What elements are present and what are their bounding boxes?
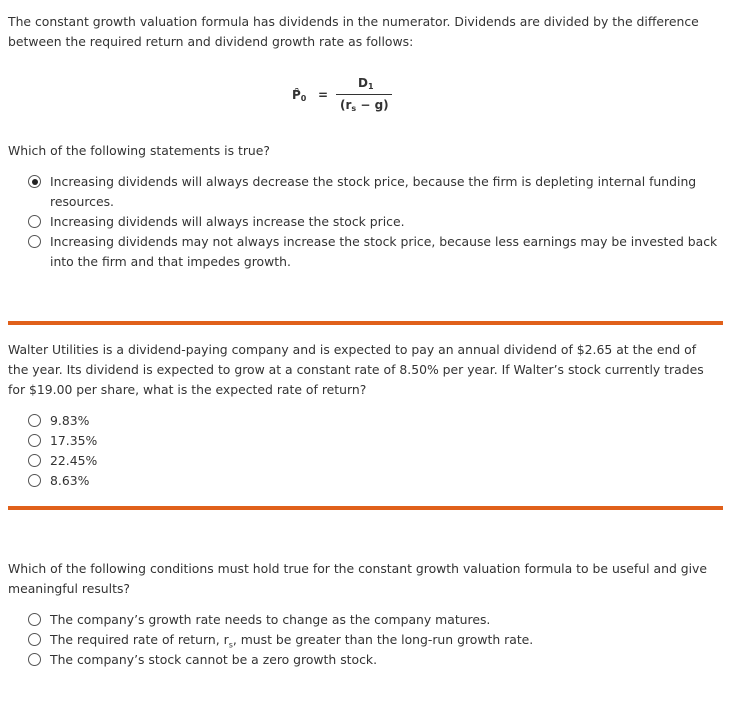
question-3-prompt: Which of the following conditions must hold true for the constant growth valuation formula to be useful and give meaningful results? — [8, 561, 708, 596]
q2-option-4-label: 8.63% — [50, 473, 90, 488]
radio-icon[interactable] — [28, 633, 41, 646]
q1-option-2-label: Increasing dividends will always increase the stock price. — [50, 214, 405, 229]
q2-option-3[interactable] — [28, 451, 728, 471]
q3-option-1[interactable] — [28, 610, 728, 630]
radio-icon[interactable] — [28, 414, 41, 427]
radio-icon[interactable] — [28, 215, 41, 228]
q3-option-1-label: The company’s growth rate needs to change as the company matures. — [50, 612, 491, 627]
q1-option-1-label: Increasing dividends will always decrease the stock price, because the firm is depleting internal funding resources. — [50, 174, 697, 209]
formula-price: $P̂_0$ — [292, 88, 307, 103]
q1-option-3-label: Increasing dividends may not always increase the stock price, because less earnings may be invested back into the firm and that impedes growth. — [50, 234, 718, 269]
q3-option-3[interactable] — [28, 650, 728, 670]
q2-option-1[interactable] — [28, 411, 728, 431]
question-2-prompt: Walter Utilities is a dividend-paying company and is expected to pay an annual dividend of $2.65 at the end of the year. Its dividend is expected to grow at a constant rate of 8.50% per year. If Walter’s stock currently trades for $19.00 per share, what is the expected rate of return? — [8, 342, 704, 397]
radio-icon[interactable] — [28, 434, 41, 447]
intro-text: The constant growth valuation formula has dividends in the numerator. Dividends are divided by the difference between the required return and dividend growth rate as follows: — [8, 14, 699, 49]
q1-option-2[interactable] — [28, 212, 728, 232]
formula-denominator: $(r_s - g)$ — [340, 98, 389, 113]
q3-option-3-label: The company’s stock cannot be a zero growth stock. — [50, 652, 378, 667]
radio-icon[interactable] — [28, 235, 41, 248]
q2-option-4[interactable] — [28, 471, 728, 491]
radio-icon[interactable] — [28, 474, 41, 487]
section-divider — [8, 506, 723, 510]
radio-icon[interactable] — [28, 653, 41, 666]
q2-option-2-label: 17.35% — [50, 433, 98, 448]
q1-option-3[interactable] — [28, 232, 728, 272]
formula-fraction-bar — [336, 94, 392, 95]
radio-selected-icon[interactable] — [28, 175, 41, 188]
question-1-prompt: Which of the following statements is true? — [8, 143, 270, 158]
constant-growth-formula — [288, 74, 398, 118]
q2-option-2[interactable] — [28, 431, 728, 451]
radio-icon[interactable] — [28, 613, 41, 626]
radio-icon[interactable] — [28, 454, 41, 467]
formula-equals: = — [318, 88, 329, 102]
q3-option-2-label: The required rate of return, $r_s$, must be greater than the long-run growth rate. — [50, 632, 534, 650]
q1-option-1[interactable] — [28, 172, 728, 212]
q2-option-1-label: 9.83% — [50, 413, 90, 428]
section-divider — [8, 321, 723, 325]
q2-option-3-label: 22.45% — [50, 453, 98, 468]
formula-numerator: $D_1$ — [358, 76, 374, 91]
